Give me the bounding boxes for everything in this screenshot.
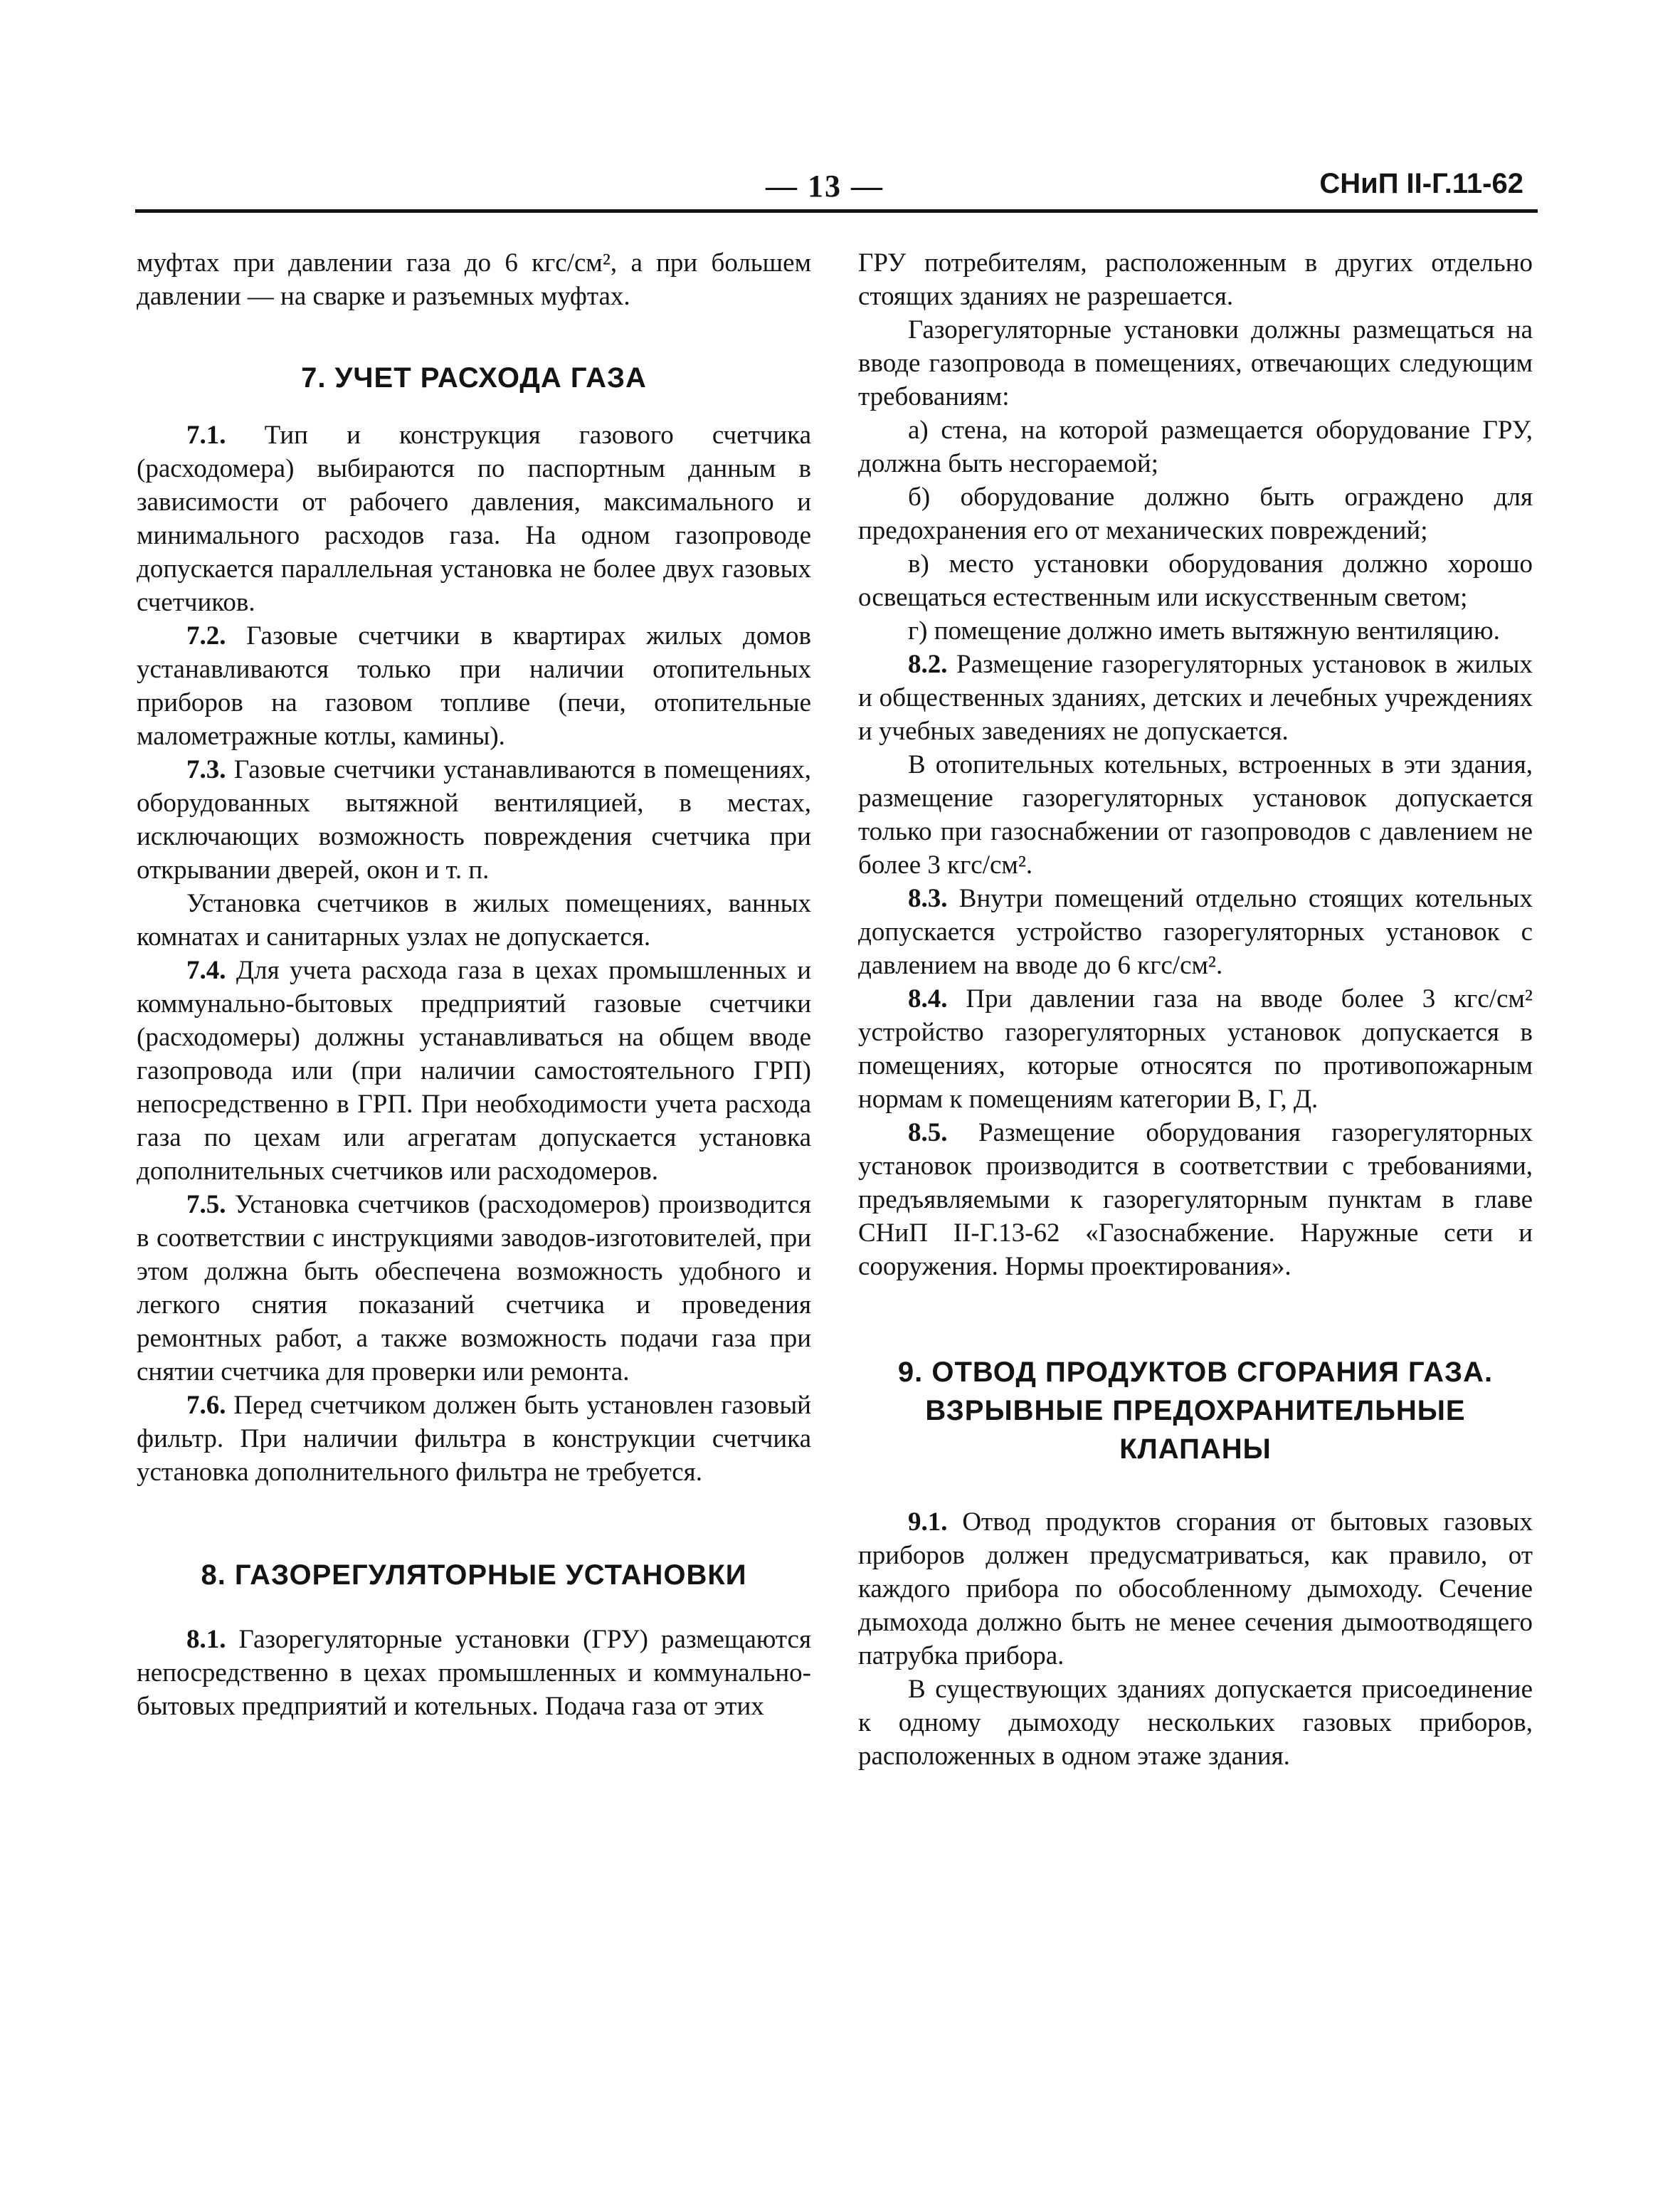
clause-7-3: 7.3. Газовые счетчики устанавливаются в помещениях, оборудованных вытяжной вентиляцией, в местах, исключающих возможность повреждения счетчика при открывании дверей, окон и т. п. [137, 755, 811, 885]
page-number: — 13 — [766, 169, 884, 204]
clause-7-3-continued: Установка счетчиков в жилых помещениях, ванных комнатах и санитарных узлах не допускается. [137, 889, 811, 952]
clause-7-4: 7.4. Для учета расхода газа в цехах промышленных и коммунально-бытовых предприятий газовые счетчики (расходомеры) должны устанавливаться на общем вводе газопровода или (при наличии самостоятельного ГРП) непосредственно в ГРП. При необходимости учета расхода газа по цехам или агрегатам допускается установка дополнительных счетчиков или расходомеров. [137, 956, 811, 1186]
clause-9-1: 9.1. Отвод продуктов сгорания от бытовых газовых приборов должен предусматриваться, как правило, от каждого прибора по обособленному дымоходу. Сечение дымохода должно быть не менее сечения дымоотводящего патрубка прибора. [858, 1507, 1533, 1670]
continued-paragraph-right: ГРУ потребителям, расположенным в других отдельно стоящих зданиях не разрешается. [858, 248, 1533, 311]
clause-8-1: 8.1. Газорегуляторные установки (ГРУ) размещаются непосредственно в цехах промышленных и коммунально-бытовых предприятий и котельных. Подача газа от этих [137, 1625, 811, 1721]
clause-8-2-continued: В отопительных котельных, встроенных в эти здания, размещение газорегуляторных установок допускается только при газоснабжении от газопроводов с давлением не более 3 кгс/см². [858, 750, 1533, 880]
grу-requirements-intro: Газорегуляторные установки должны размещаться на вводе газопровода в помещениях, отвечающих следующим требованиям: [858, 315, 1533, 411]
section-8-heading: 8. ГАЗОРЕГУЛЯТОРНЫЕ УСТАНОВКИ [201, 1559, 747, 1591]
section-9-heading-line-1: 9. ОТВОД ПРОДУКТОВ СГОРАНИЯ ГАЗА. [897, 1357, 1494, 1388]
requirement-b: б) оборудование должно быть ограждено для предохранения его от механических повреждений; [858, 483, 1533, 545]
right-column [858, 246, 1533, 1773]
clause-7-6: 7.6. Перед счетчиком должен быть установлен газовый фильтр. При наличии фильтра в конструкции счетчика установка дополнительного фильтра не требуется. [137, 1391, 811, 1487]
requirement-v: в) место установки оборудования должно хорошо освещаться естественным или искусственным светом; [858, 549, 1533, 612]
clause-8-2: 8.2. Размещение газорегуляторных установок в жилых и общественных зданиях, детских и лечебных учреждениях и учебных заведениях не допускается. [858, 650, 1533, 746]
header-rule [135, 209, 1538, 213]
clause-8-4: 8.4. При давлении газа на вводе более 3 кгс/см² устройство газорегуляторных установок допускается в помещениях, которые относятся по противопожарным нормам к помещениям категории В, Г, Д. [858, 984, 1533, 1114]
clause-7-1: 7.1. Тип и конструкция газового счетчика (расходомера) выбираются по паспортным данным в зависимости от рабочего давления, максимального и минимального расходов газа. На одном газопроводе допускается параллельная установка не более двух газовых счетчиков. [137, 421, 811, 617]
requirement-a: а) стена, на которой размещается оборудование ГРУ, должна быть несгораемой; [858, 416, 1533, 478]
clause-7-2: 7.2. Газовые счетчики в квартирах жилых домов устанавливаются только при наличии отопительных приборов на газовом топливе (печи, отопительные малометражные котлы, камины). [137, 621, 811, 751]
section-9-heading-line-2: ВЗРЫВНЫЕ ПРЕДОХРАНИТЕЛЬНЫЕ [925, 1395, 1466, 1426]
left-column [137, 246, 811, 1723]
document-code: СНиП II-Г.11-62 [1319, 168, 1523, 199]
section-9-heading-line-3: КЛАПАНЫ [1119, 1433, 1272, 1465]
section-7-heading: 7. УЧЕТ РАСХОДА ГАЗА [301, 362, 647, 394]
section-9-heading [858, 1353, 1533, 1468]
continued-paragraph: муфтах при давлении газа до 6 кгс/см², а при большем давлении — на сварке и разъемных муфтах. [137, 248, 811, 311]
clause-9-1-continued: В существующих зданиях допускается присоединение к одному дымоходу нескольких газовых приборов, расположенных в одном этаже здания. [858, 1675, 1533, 1771]
clause-8-5: 8.5. Размещение оборудования газорегуляторных установок производится в соответствии с требованиями, предъявляемыми к газорегуляторным пунктам в главе СНиП II-Г.13-62 «Газоснабжение. Наружные сети и сооружения. Нормы проектирования». [858, 1118, 1533, 1281]
requirement-g: г) помещение должно иметь вытяжную вентиляцию. [908, 616, 1500, 646]
clause-8-3: 8.3. Внутри помещений отдельно стоящих котельных допускается устройство газорегуляторных установок с давлением на вводе до 6 кгс/см². [858, 884, 1533, 980]
clause-7-5: 7.5. Установка счетчиков (расходомеров) производится в соответствии с инструкциями заводов-изготовителей, при этом должна быть обеспечена возможность удобного и легкого снятия показаний счетчика и проведения ремонтных работ, а также возможность подачи газа при снятии счетчика для проверки или ремонта. [137, 1190, 811, 1386]
